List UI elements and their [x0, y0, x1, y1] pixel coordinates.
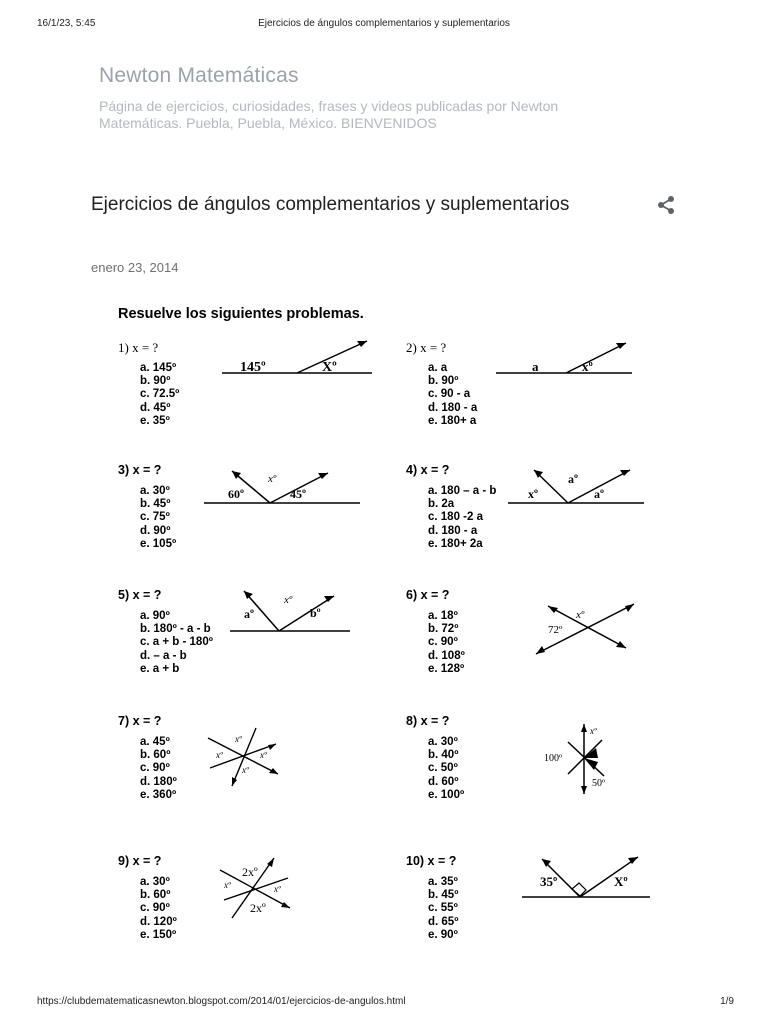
share-icon	[655, 194, 677, 216]
option: e. 150º	[140, 928, 177, 941]
option: b. 60º	[140, 889, 171, 902]
option: c. 55º	[428, 902, 458, 915]
option: e. a + b	[140, 662, 180, 675]
option: e. 105º	[140, 537, 177, 550]
option: a. 90º	[140, 610, 170, 622]
option: b. 90º	[140, 375, 171, 388]
option: d. 45º	[140, 401, 171, 414]
figure-label: xº	[590, 726, 597, 736]
figure-label: aº	[244, 607, 254, 621]
problem-options	[140, 485, 176, 551]
figure-label: Xº	[614, 874, 628, 889]
problem-options	[428, 876, 458, 942]
blog-description: Página de ejercicios, curiosidades, frases y videos publicadas por Newton Matemáticas. Puebla, Puebla, México. BIENVENIDOS	[99, 98, 559, 131]
post-title: Ejercicios de ángulos complementarios y suplementarios	[91, 194, 570, 215]
print-page-number: 1/9	[720, 996, 734, 1007]
option: c. a + b - 180º	[140, 636, 213, 649]
option: a. 30º	[140, 485, 170, 497]
option: b. 40º	[428, 749, 459, 762]
figure-2	[496, 336, 656, 381]
option: d. 180 - a	[428, 401, 478, 414]
problem-question: 2) x = ?	[406, 340, 447, 355]
option: c. 50º	[428, 762, 458, 775]
option: d. 90º	[140, 524, 171, 537]
figure-label: aº	[594, 487, 604, 501]
print-date: 16/1/23, 5:45	[37, 18, 96, 29]
option: e. 128º	[428, 662, 465, 675]
figure-label: 2xº	[242, 865, 258, 879]
figure-label: 50º	[592, 778, 606, 789]
figure-5	[226, 586, 356, 636]
figure-label: xº	[582, 359, 593, 374]
figure-10	[520, 854, 656, 904]
figure-label: aº	[568, 472, 578, 486]
blog-title[interactable]: Newton Matemáticas	[99, 64, 299, 87]
option: a. 30º	[140, 876, 170, 888]
option: e. 360º	[140, 788, 177, 801]
problem-options	[140, 876, 177, 942]
problem-question: 9) x = ?	[118, 854, 162, 868]
option: a. a	[428, 362, 448, 374]
option: c. 72.5º	[140, 388, 180, 401]
figure-label: 35º	[540, 874, 558, 889]
option: a. 145º	[140, 362, 177, 374]
option: d. 180º	[140, 775, 177, 788]
option: d. 65º	[428, 915, 459, 928]
option: d. 120º	[140, 915, 177, 928]
figure-4	[506, 464, 651, 509]
option: b. 180º - a - b	[140, 623, 211, 636]
figure-9	[214, 856, 298, 922]
figure-label: xº	[274, 884, 281, 894]
figure-label: Xº	[322, 360, 337, 375]
option: b. 45º	[140, 498, 171, 511]
share-button[interactable]	[655, 194, 677, 216]
option: a. 18º	[428, 610, 458, 622]
problem-question: 3) x = ?	[118, 463, 162, 477]
problem-options	[428, 485, 496, 551]
problem-question: 1) x = ?	[118, 340, 159, 355]
option: e. 35º	[140, 414, 170, 427]
option: b. 45º	[428, 889, 459, 902]
blog-header	[99, 64, 619, 132]
problem-question: 10) x = ?	[406, 854, 457, 868]
problem-question: 8) x = ?	[406, 714, 450, 728]
option: a. 180 – a - b	[428, 485, 497, 497]
option: e. 180+ a	[428, 414, 477, 427]
option: d. 60º	[428, 775, 459, 788]
problem-question: 4) x = ?	[406, 463, 450, 477]
option: b. 60º	[140, 749, 171, 762]
post-date[interactable]: enero 23, 2014	[91, 260, 179, 275]
figure-3	[202, 464, 362, 509]
figure-label: xº	[284, 594, 293, 606]
problem-options	[140, 362, 179, 428]
option: a. 30º	[428, 736, 458, 748]
problem-question: 6) x = ?	[406, 588, 450, 602]
figure-label: 72º	[548, 624, 563, 636]
figure-label: xº	[224, 880, 231, 890]
option: b. 90º	[428, 375, 459, 388]
figure-label: 60º	[228, 487, 244, 501]
problem-options	[428, 362, 477, 428]
worksheet-image	[110, 298, 670, 978]
option: c. 90º	[140, 902, 170, 915]
figure-label: 2xº	[250, 901, 266, 915]
option: e. 90º	[428, 928, 458, 941]
figure-8	[542, 722, 642, 796]
figure-label: xº	[528, 487, 538, 501]
figure-label: 145º	[240, 360, 266, 375]
option: d. 108º	[428, 649, 465, 662]
figure-label: bº	[310, 606, 321, 620]
option: a. 35º	[428, 876, 458, 888]
option: c. 90 - a	[428, 388, 471, 401]
problem-options	[428, 610, 465, 676]
print-page-title: Ejercicios de ángulos complementarios y suplementarios	[258, 18, 510, 29]
problem-question: 7) x = ?	[118, 714, 162, 728]
figure-label: xº	[268, 473, 277, 485]
option: c. 90º	[140, 762, 170, 775]
figure-label: xº	[260, 750, 267, 760]
option: e. 100º	[428, 788, 465, 801]
figure-1	[222, 336, 382, 381]
figure-label: xº	[576, 609, 585, 621]
option: e. 180+ 2a	[428, 537, 483, 550]
figure-label: xº	[216, 750, 223, 760]
figure-label: 100º	[544, 753, 563, 764]
figure-label: a	[532, 359, 539, 374]
option: c. 75º	[140, 511, 170, 524]
worksheet-heading: Resuelve los siguientes problemas.	[118, 306, 364, 322]
problem-options	[140, 736, 177, 802]
option: b. 2a	[428, 498, 455, 511]
option: d. – a - b	[140, 649, 187, 662]
figure-6	[530, 598, 640, 662]
option: d. 180 - a	[428, 524, 478, 537]
option: b. 72º	[428, 623, 459, 636]
figure-7	[204, 726, 284, 788]
print-url: https://clubdematematicasnewton.blogspot.com/2014/01/ejercicios-de-angulos.html	[37, 996, 406, 1007]
figure-label: xº	[242, 765, 249, 775]
option: c. 90º	[428, 636, 458, 649]
option: a. 45º	[140, 736, 170, 748]
problem-options	[428, 736, 464, 802]
problem-options	[140, 610, 213, 676]
figure-label: xº	[235, 734, 242, 744]
problem-question: 5) x = ?	[118, 588, 162, 602]
option: c. 180 -2 a	[428, 511, 483, 524]
figure-label: 45º	[290, 487, 306, 501]
